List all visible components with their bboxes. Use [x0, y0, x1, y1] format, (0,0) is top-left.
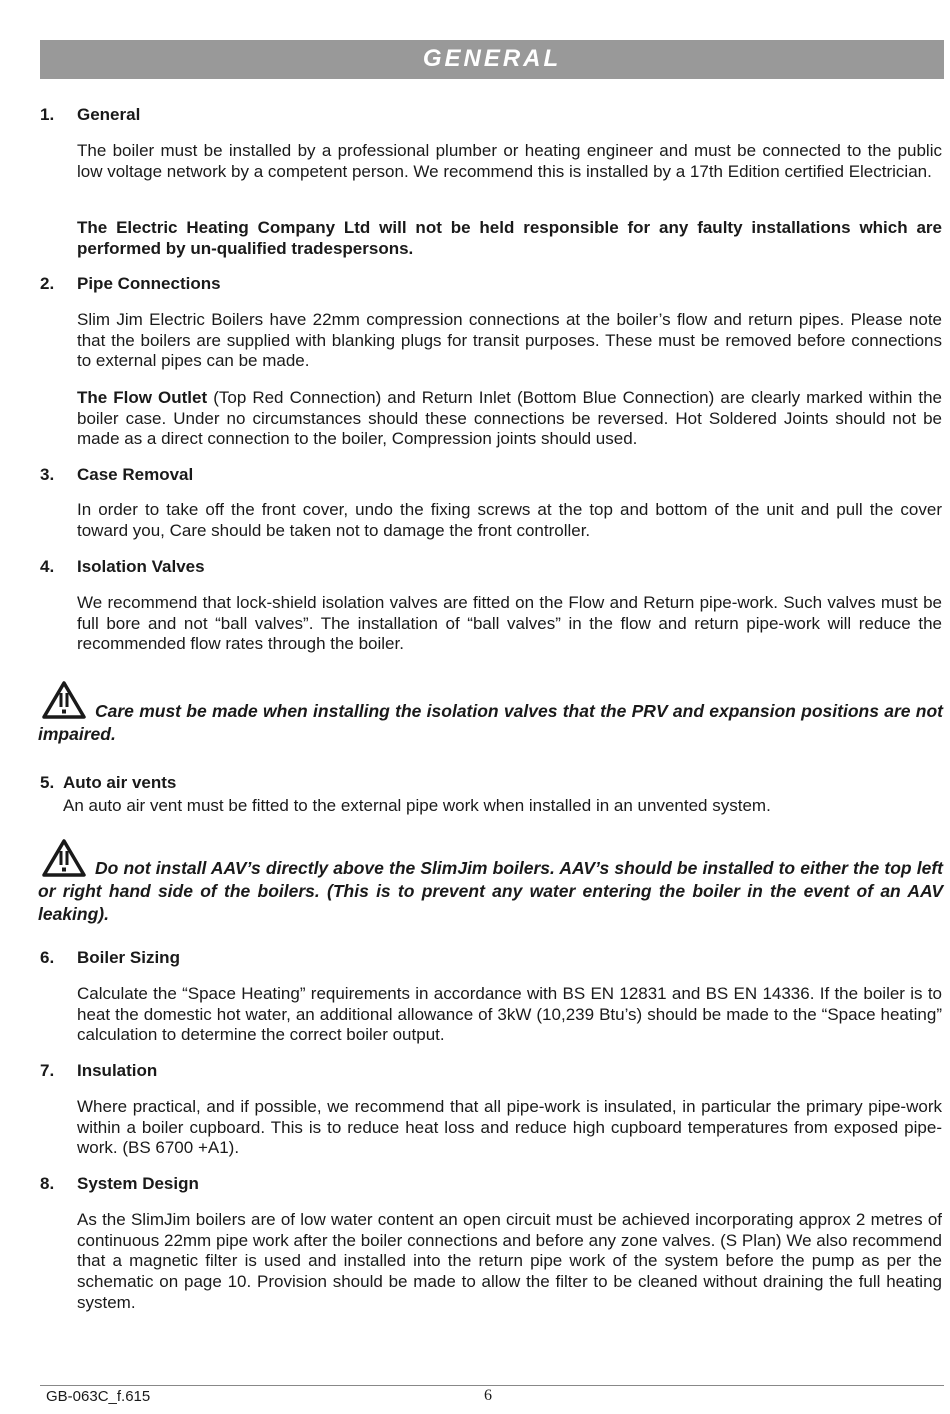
paragraph-text: (Top Red Connection) and Return Inlet (Bottom Blue Connection) are clearly marked within the boiler case. Under no circumstances should these connections be reversed. Hot Soldered Joints should not be made as a direct connection to the boiler, Compression joints should used.	[77, 388, 942, 449]
section-heading-insulation: Insulation	[77, 1061, 158, 1080]
section-number: 5.	[40, 773, 55, 792]
page-number: 6	[484, 1387, 492, 1404]
section-heading-system-design: System Design	[77, 1174, 199, 1193]
paragraph: The boiler must be installed by a professional plumber or heating engineer and must be connected to the public low voltage network by a competent person. We recommend this is installed by a 17th Edition certified Electrician.	[77, 141, 942, 181]
paragraph: As the SlimJim boilers are of low water content an open circuit must be achieved incorporating approx 2 metres of continuous 22mm pipe work after the boiler connections and before any zone valves. (S Plan) We also recommend that a magnetic filter is used and installed into the return pipe work of the system before the pump as per the schematic on page 10. Provision should be made to allow the filter to be cleaned without draining the full heating system.	[77, 1210, 942, 1312]
warning-text: Care must be made when installing the isolation valves that the PRV and expansion positions are not impaired.	[38, 701, 943, 744]
paragraph: An auto air vent must be fitted to the external pipe work when installed in an unvented system.	[63, 796, 771, 815]
paragraph: Slim Jim Electric Boilers have 22mm compression connections at the boiler’s flow and return pipes. Please note that the boilers are supplied with blanking plugs for transit purposes. These must be removed before connections to external pipes can be made.	[77, 310, 942, 371]
disclaimer-paragraph: The Electric Heating Company Ltd will not be held responsible for any faulty installations which are performed by un-qualified tradespersons.	[77, 218, 942, 258]
paragraph: Where practical, and if possible, we recommend that all pipe-work is insulated, in particular the primary pipe-work within a boiler cupboard. This is to reduce heat loss and reduce high cupboard temperatures from exposed pipe-work. (BS 6700 +A1).	[77, 1097, 942, 1158]
section-heading-case-removal: Case Removal	[77, 465, 194, 484]
page-title: GENERAL	[40, 40, 944, 79]
paragraph: In order to take off the front cover, undo the fixing screws at the top and bottom of the unit and pull the cover toward you, Care should be taken not to damage the front controller.	[77, 500, 942, 540]
footer-divider	[40, 1385, 944, 1386]
section-heading-auto-air-vents: Auto air vents	[63, 773, 177, 792]
section-heading-boiler-sizing: Boiler Sizing	[77, 948, 180, 967]
section-heading-general: General	[77, 105, 141, 124]
section-number: 3.	[40, 465, 55, 484]
warning-text: Do not install AAV’s directly above the SlimJim boilers. AAV’s should be installed to either the top left or right hand side of the boilers. (This is to prevent any water entering the boiler in the event of an AAV leaking).	[38, 858, 943, 924]
section-number: 4.	[40, 557, 55, 576]
section-number: 6.	[40, 948, 55, 967]
paragraph: We recommend that lock-shield isolation valves are fitted on the Flow and Return pipe-work. Such valves must be full bore and not “ball valves”. The installation of “ball valves” in the flow and return pipe-work will reduce the recommended flow rates through the boiler.	[77, 593, 942, 654]
section-number: 8.	[40, 1174, 55, 1193]
paragraph: Calculate the “Space Heating” requirements in accordance with BS EN 12831 and BS EN 14336. If the boiler is to heat the domestic hot water, an additional allowance of 3kW (10,239 Btu’s) should be made to the “Space heating” calculation to determine the correct boiler output.	[77, 984, 942, 1045]
section-number: 7.	[40, 1061, 55, 1080]
section-number: 2.	[40, 274, 55, 293]
document-code: GB-063C_f.615	[46, 1388, 151, 1405]
section-number: 1.	[40, 105, 55, 124]
section-heading-pipe-connections: Pipe Connections	[77, 274, 221, 293]
section-heading-isolation-valves: Isolation Valves	[77, 557, 205, 576]
paragraph	[77, 388, 942, 450]
flow-outlet-label: The Flow Outlet	[77, 388, 208, 407]
